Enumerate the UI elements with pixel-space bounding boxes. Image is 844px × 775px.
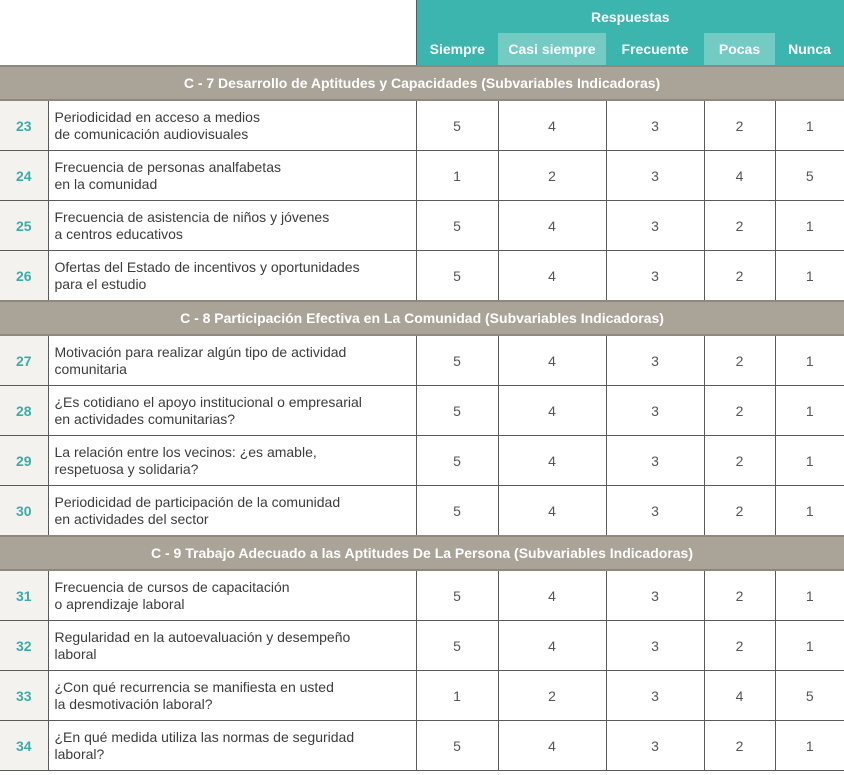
score-cell: 4: [498, 100, 606, 151]
score-cell: 1: [775, 436, 844, 486]
section-header-row: [0, 66, 844, 100]
item-question: [48, 671, 416, 721]
score-cell: 5: [416, 251, 498, 302]
score-cell: 5: [775, 671, 844, 721]
score-cell: 5: [416, 486, 498, 537]
score-cell: 3: [606, 721, 704, 771]
score-cell: 5: [416, 436, 498, 486]
score-cell: 5: [416, 201, 498, 251]
score-cell: 1: [775, 386, 844, 436]
responses-header: Respuestas: [416, 0, 844, 33]
score-cell: 3: [606, 671, 704, 721]
item-question: [48, 436, 416, 486]
option-header-frecuente: Frecuente: [606, 33, 704, 66]
score-cell: 3: [606, 251, 704, 302]
score-cell: 1: [775, 570, 844, 621]
header-row-group: [0, 0, 844, 33]
score-cell: 2: [704, 570, 775, 621]
item-number: 28: [0, 386, 48, 436]
score-cell: 4: [704, 151, 775, 201]
table-row: [0, 335, 844, 386]
item-number: 29: [0, 436, 48, 486]
score-cell: 2: [704, 386, 775, 436]
item-number: 33: [0, 671, 48, 721]
table-row: [0, 386, 844, 436]
score-cell: 3: [606, 621, 704, 671]
item-number: 30: [0, 486, 48, 537]
table-row: [0, 486, 844, 537]
item-question: [48, 201, 416, 251]
score-cell: 4: [498, 251, 606, 302]
score-cell: 1: [775, 486, 844, 537]
item-question: [48, 386, 416, 436]
question-text-line: Periodicidad de participación de la comunidad: [54, 493, 341, 510]
question-text-line: ¿Con qué recurrencia se manifiesta en usted: [54, 678, 334, 695]
score-cell: 4: [498, 721, 606, 771]
question-text-line: La relación entre los vecinos: ¿es amable,: [54, 443, 317, 460]
score-cell: 2: [498, 671, 606, 721]
question-text-line: Frecuencia de cursos de capacitación: [54, 578, 290, 595]
score-cell: 3: [606, 201, 704, 251]
item-question: [48, 251, 416, 302]
option-header-pocas: Pocas: [704, 33, 775, 66]
question-text-line: Frecuencia de asistencia de niños y jóvenes: [54, 208, 330, 225]
score-cell: 4: [498, 486, 606, 537]
item-number: 32: [0, 621, 48, 671]
item-number: 23: [0, 100, 48, 151]
question-text-line: comunitaria: [54, 360, 127, 377]
table-row: [0, 201, 844, 251]
table-row: [0, 721, 844, 771]
score-cell: 5: [416, 721, 498, 771]
score-cell: 3: [606, 100, 704, 151]
score-cell: 1: [775, 721, 844, 771]
score-cell: 1: [775, 251, 844, 302]
score-cell: 3: [606, 335, 704, 386]
section-title: C - 9 Trabajo Adecuado a las Aptitudes De La Persona (Subvariables Indicadoras): [0, 536, 844, 570]
question-text-line: o aprendizaje laboral: [54, 595, 185, 612]
question-text-line: respetuosa y solidaria?: [54, 460, 199, 477]
score-cell: 2: [704, 621, 775, 671]
score-cell: 5: [416, 335, 498, 386]
score-cell: 1: [416, 151, 498, 201]
score-cell: 1: [775, 201, 844, 251]
option-header-siempre: Siempre: [416, 33, 498, 66]
question-text-line: Motivación para realizar algún tipo de actividad: [54, 343, 347, 360]
table-row: [0, 151, 844, 201]
score-cell: 2: [704, 721, 775, 771]
section-header-row: [0, 536, 844, 570]
score-cell: 1: [775, 335, 844, 386]
score-cell: 4: [704, 671, 775, 721]
score-cell: 2: [704, 100, 775, 151]
item-number: 27: [0, 335, 48, 386]
score-cell: 5: [775, 151, 844, 201]
score-cell: 3: [606, 386, 704, 436]
option-header-nunca: Nunca: [775, 33, 844, 66]
score-cell: 2: [704, 201, 775, 251]
item-number: 26: [0, 251, 48, 302]
table-row: [0, 671, 844, 721]
score-cell: 1: [416, 671, 498, 721]
item-number: 24: [0, 151, 48, 201]
score-cell: 3: [606, 486, 704, 537]
item-question: [48, 151, 416, 201]
question-text-line: Regularidad en la autoevaluación y desempeño: [54, 628, 351, 645]
score-cell: 1: [775, 621, 844, 671]
score-cell: 3: [606, 436, 704, 486]
question-text-line: Frecuencia de personas analfabetas: [54, 158, 281, 175]
score-cell: 4: [498, 570, 606, 621]
item-question: [48, 486, 416, 537]
table-row: [0, 621, 844, 671]
question-text-line: Periodicidad en acceso a medios: [54, 108, 260, 125]
section-title: C - 8 Participación Efectiva en La Comunidad (Subvariables Indicadoras): [0, 301, 844, 335]
item-number: 31: [0, 570, 48, 621]
option-header-casi-siempre: Casi siempre: [498, 33, 606, 66]
item-number: 25: [0, 201, 48, 251]
item-question: [48, 721, 416, 771]
score-cell: 2: [704, 436, 775, 486]
score-cell: 4: [498, 335, 606, 386]
score-cell: 2: [704, 486, 775, 537]
table-row: [0, 251, 844, 302]
question-text-line: laboral?: [54, 745, 105, 762]
score-cell: 3: [606, 151, 704, 201]
question-text-line: en la comunidad: [54, 175, 158, 192]
item-number: 34: [0, 721, 48, 771]
score-cell: 4: [498, 201, 606, 251]
item-question: [48, 335, 416, 386]
question-text-line: laboral: [54, 645, 97, 662]
item-question: [48, 621, 416, 671]
question-text-line: ¿Es cotidiano el apoyo institucional o empresarial: [54, 393, 362, 410]
score-cell: 2: [498, 151, 606, 201]
score-cell: 5: [416, 621, 498, 671]
question-text-line: para el estudio: [54, 275, 147, 292]
section-title: C - 7 Desarrollo de Aptitudes y Capacidades (Subvariables Indicadoras): [0, 66, 844, 100]
score-cell: 4: [498, 386, 606, 436]
score-cell: 5: [416, 100, 498, 151]
score-cell: 4: [498, 621, 606, 671]
score-cell: 3: [606, 570, 704, 621]
score-cell: 5: [416, 570, 498, 621]
item-question: [48, 570, 416, 621]
score-cell: 2: [704, 251, 775, 302]
question-text-line: en actividades comunitarias?: [54, 410, 236, 427]
section-header-row: [0, 301, 844, 335]
question-text-line: ¿En qué medida utiliza las normas de seguridad: [54, 728, 355, 745]
question-text-line: a centros educativos: [54, 225, 183, 242]
score-cell: 2: [704, 335, 775, 386]
question-text-line: la desmotivación laboral?: [54, 695, 213, 712]
score-cell: 1: [775, 100, 844, 151]
header-blank-cell: [0, 0, 416, 66]
score-cell: 4: [498, 436, 606, 486]
table-row: [0, 570, 844, 621]
score-cell: 5: [416, 386, 498, 436]
question-text-line: Ofertas del Estado de incentivos y oportunidades: [54, 258, 360, 275]
table-row: [0, 436, 844, 486]
item-question: [48, 100, 416, 151]
question-text-line: en actividades del sector: [54, 510, 209, 527]
question-text-line: de comunicación audiovisuales: [54, 125, 249, 142]
table-row: [0, 100, 844, 151]
